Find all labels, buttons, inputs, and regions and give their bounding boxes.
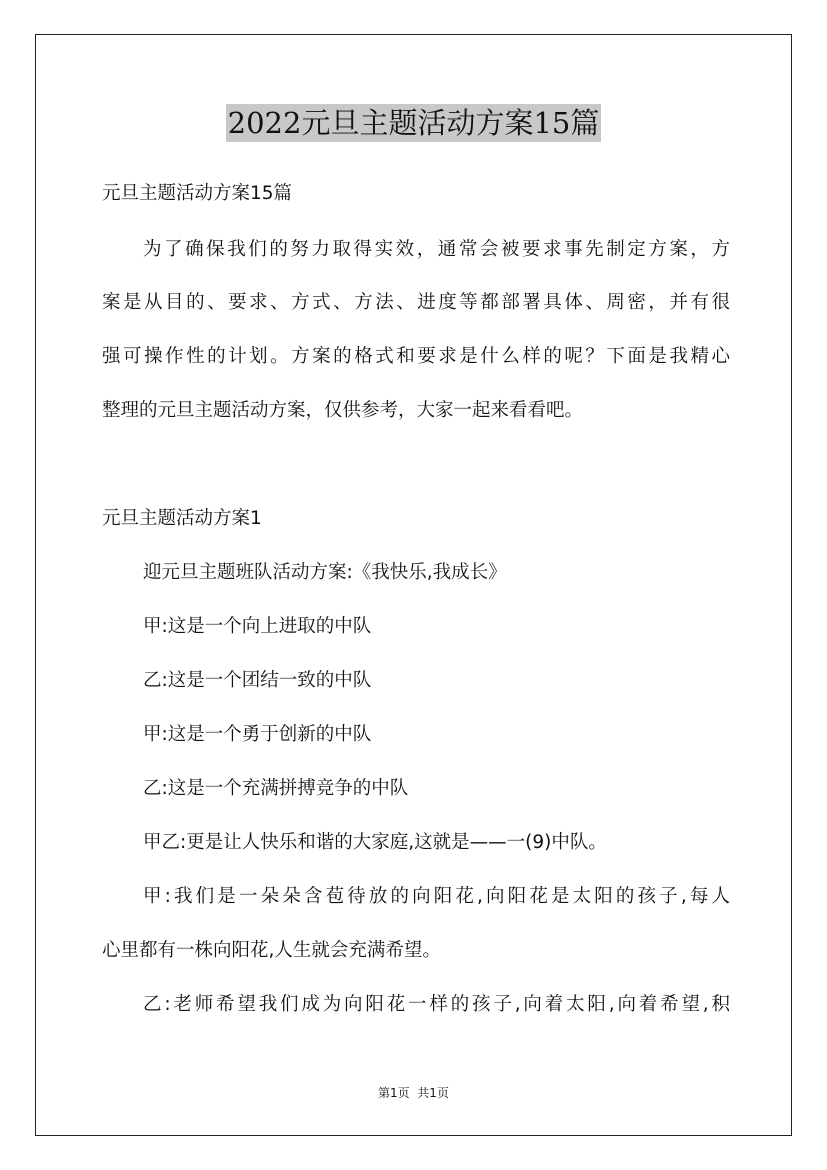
dialogue-line: 乙:这是一个充满拼搏竞争的中队	[143, 778, 409, 799]
document-subtitle: 元旦主题活动方案15篇	[102, 183, 293, 204]
dialogue-line: 乙:老师希望我们成为向阳花一样的孩子,向着太阳,向着希望,积	[143, 994, 730, 1015]
page-number: 第1页 共1页	[378, 1086, 449, 1100]
intro-line-4: 整理的元旦主题活动方案，仅供参考，大家一起来看看吧。	[102, 400, 584, 421]
intro-line-3: 强可操作性的计划。方案的格式和要求是什么样的呢？下面是我精心	[102, 346, 730, 367]
document-title: 2022元旦主题活动方案15篇	[227, 106, 600, 140]
dialogue-line: 甲:我们是一朵朵含苞待放的向阳花,向阳花是太阳的孩子,每人	[143, 886, 730, 907]
dialogue-line: 甲:这是一个勇于创新的中队	[143, 724, 372, 745]
dialogue-line-continuation: 心里都有一株向阳花,人生就会充满希望。	[102, 940, 441, 961]
section-heading: 元旦主题活动方案1	[102, 508, 262, 529]
activity-plan-title: 迎元旦主题班队活动方案:《我快乐,我成长》	[143, 562, 507, 583]
dialogue-line: 甲:这是一个向上进取的中队	[143, 616, 372, 637]
dialogue-line: 乙:这是一个团结一致的中队	[143, 670, 372, 691]
intro-line-2: 案是从目的、要求、方式、方法、进度等都部署具体、周密，并有很	[102, 292, 730, 313]
dialogue-line: 甲乙:更是让人快乐和谐的大家庭,这就是——一(9)中队。	[143, 832, 607, 853]
intro-line-1: 为了确保我们的努力取得实效，通常会被要求事先制定方案，方	[143, 239, 730, 260]
title-container	[0, 104, 827, 142]
